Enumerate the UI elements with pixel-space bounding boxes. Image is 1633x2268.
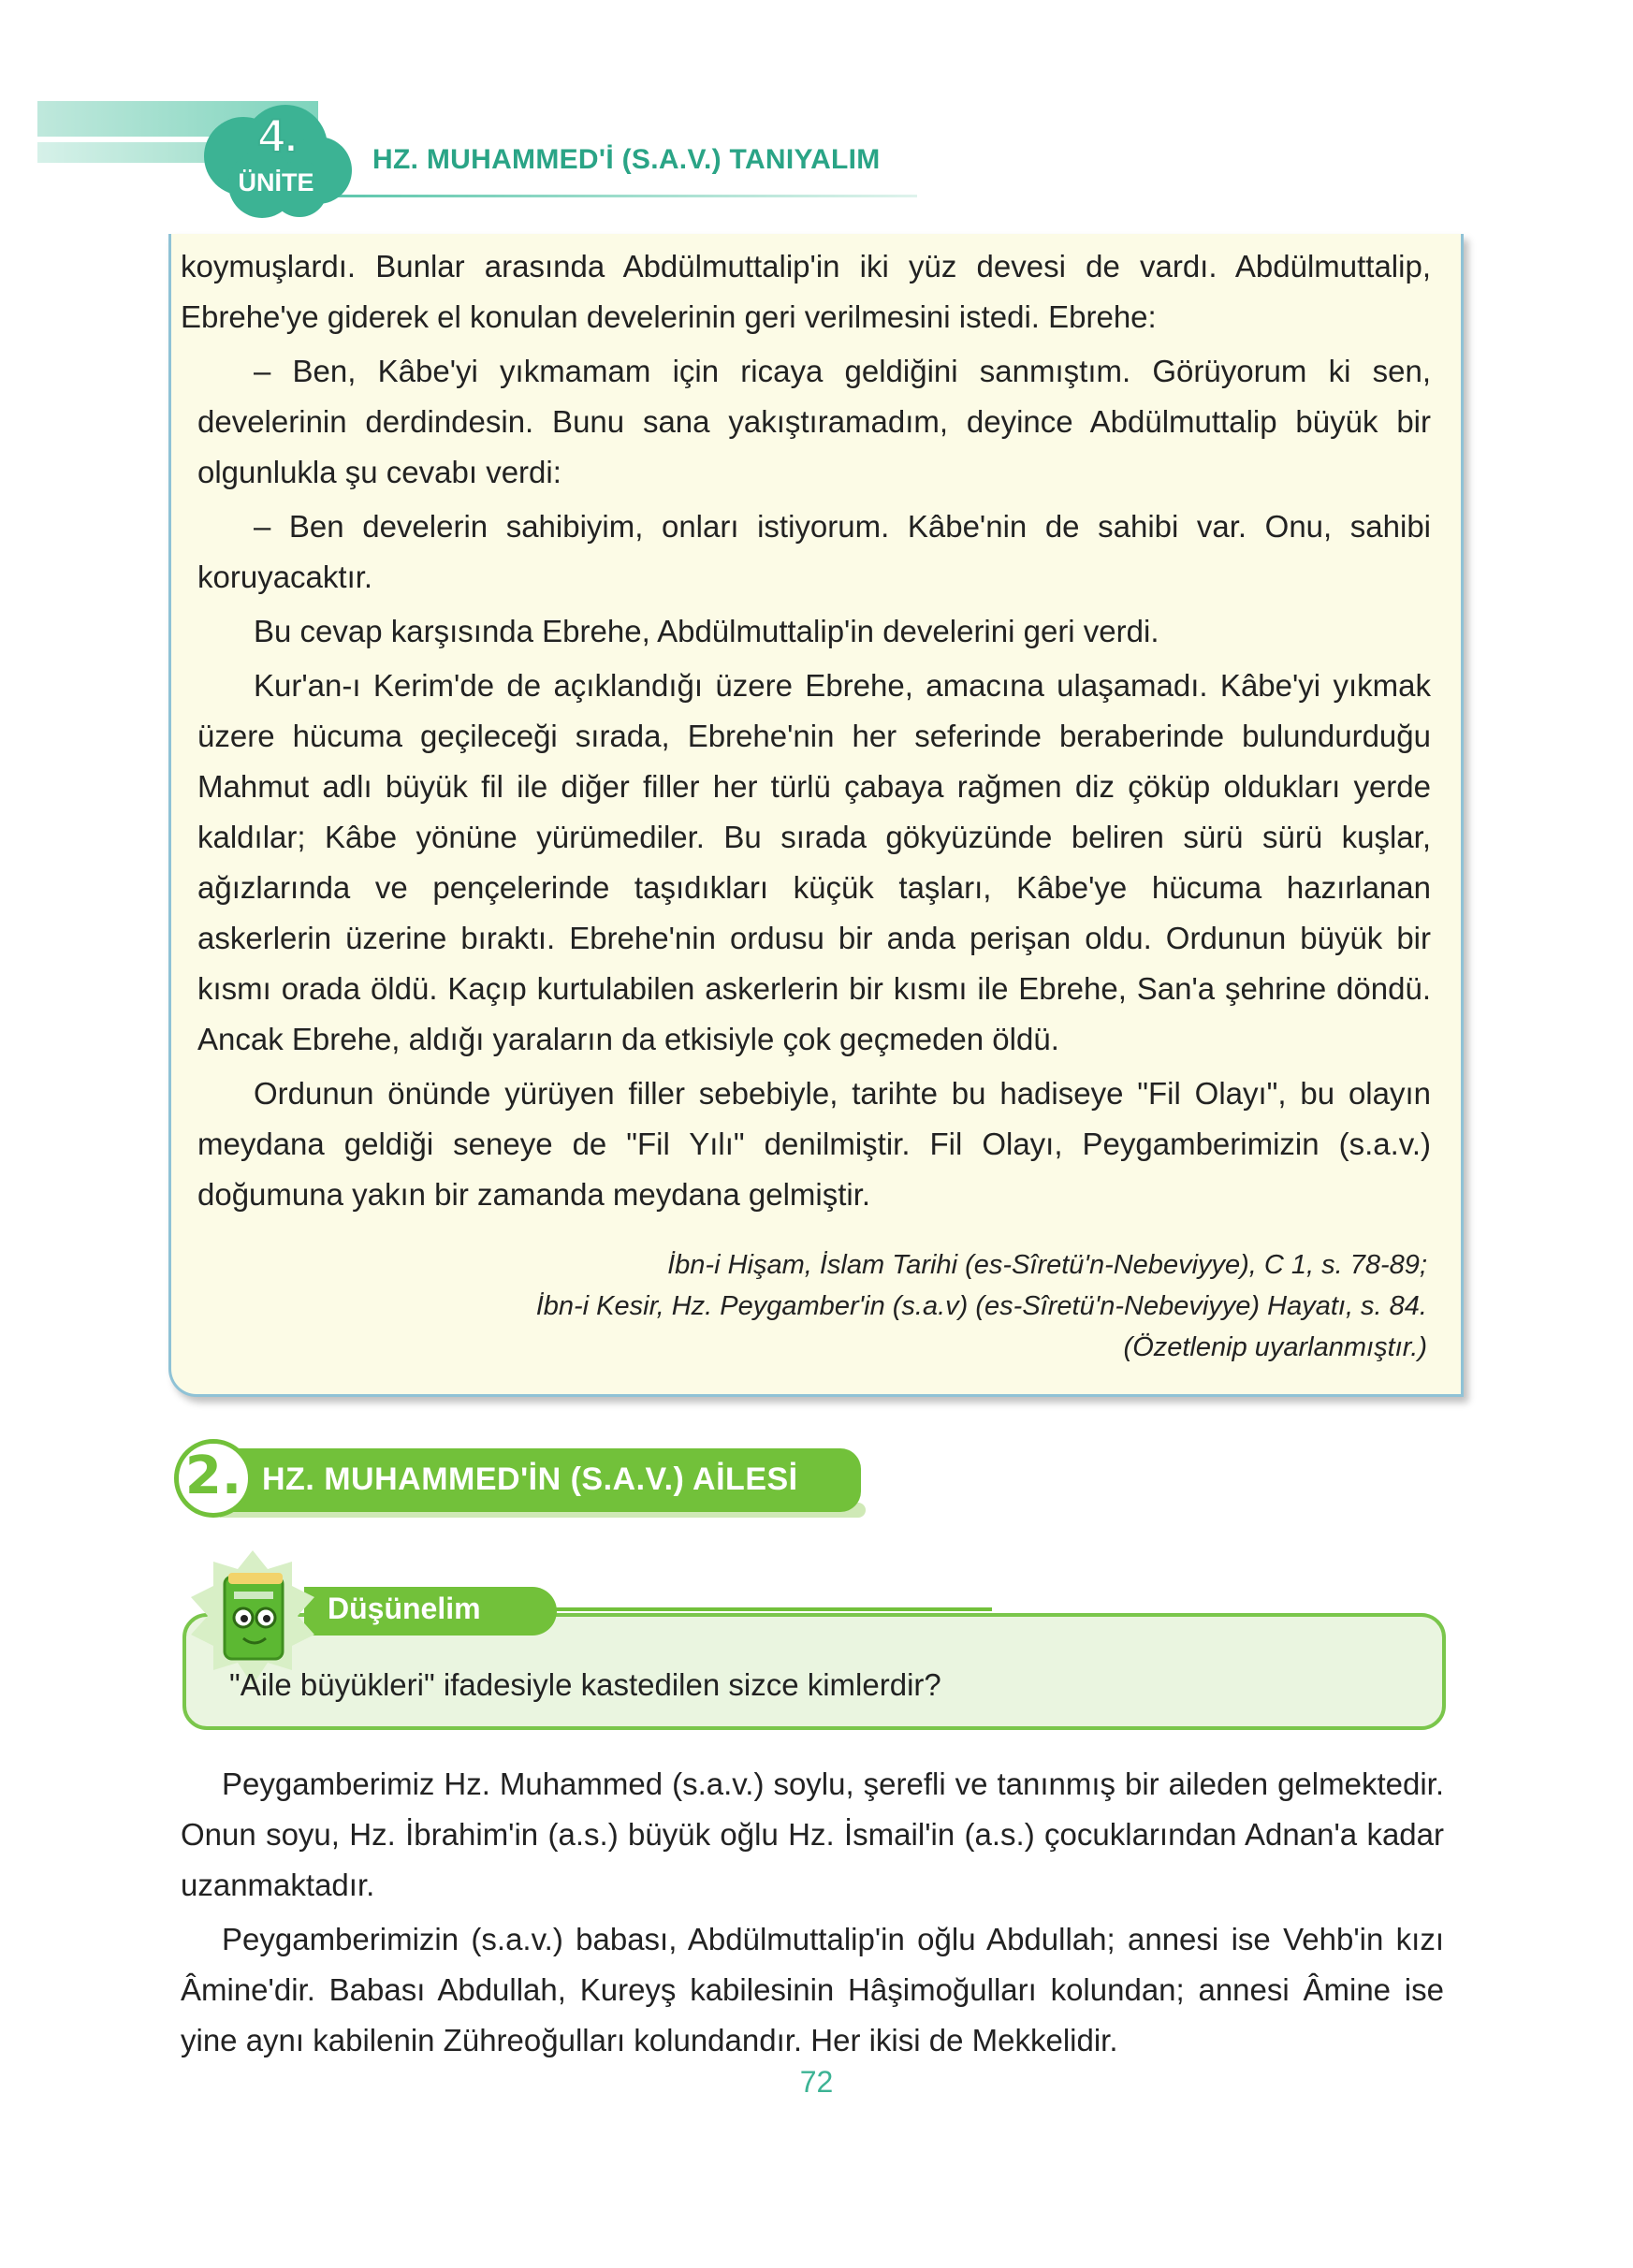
body-paragraph: Peygamberimizin (s.a.v.) babası, Abdülmuttalip'in oğlu Abdullah; annesi ise Vehb'in kızı Âmine'dir. Babası Abdullah, Kureyş kabilesinin Hâşimoğulları kolundan; annesi Âmine ise yine aynı kabilenin Zühreoğulları kolundandır. Her ikisi de Mekkelidir. [181,1922,1444,2057]
header-underline [318,195,917,197]
think-question: "Aile büyükleri" ifadesiyle kastedilen sizce kimlerdir? [229,1667,941,1702]
reading-paragraph: koymuşlardı. Bunlar arasında Abdülmuttalip'in iki yüz devesi de vardı. Abdülmuttalip, Ebrehe'ye giderek el konulan develerinin geri verilmesini istedi. Ebrehe: [181,249,1431,334]
source-line: İbn-i Kesir, Hz. Peygamber'in (s.a.v) (es-Sîretü'n-Nebeviyye) Hayatı, s. 84. [535,1291,1427,1321]
think-box-top-line [552,1607,992,1611]
unit-number: 4. [258,109,298,162]
page-number: 72 [799,2065,834,2099]
section-title: HZ. MUHAMMED'İN (S.A.V.) AİLESİ [262,1461,798,1497]
think-label: Düşünelim [328,1592,481,1625]
reading-text [181,241,1431,1224]
unit-label: ÜNİTE [238,168,314,196]
reading-paragraph: – Ben, Kâbe'yi yıkmamam için ricaya geldiğini sanmıştım. Görüyorum ki sen, develerinin derdindesin. Bunu sana yakıştıramadım, deyince Abdülmuttalip büyük bir olgunlukla şu cevabı verdi: [197,354,1431,489]
source-citation [398,1244,1427,1368]
source-line: İbn-i Hişam, İslam Tarihi (es-Sîretü'n-Nebeviyye), C 1, s. 78-89; [667,1250,1427,1280]
reading-paragraph: Bu cevap karşısında Ebrehe, Abdülmuttalip'in develerini geri verdi. [254,614,1159,648]
reading-paragraph: Ordunun önünde yürüyen filler sebebiyle, tarihte bu hadiseye "Fil Olayı", bu olayın meydana geldiği seneye de "Fil Yılı" denilmiştir. Fil Olayı, Peygamberimizin (s.a.v.) doğumuna yakın bir zamanda meydana gelmiştir. [197,1076,1431,1212]
body-paragraph: Peygamberimiz Hz. Muhammed (s.a.v.) soylu, şerefli ve tanınmış bir aileden gelmektedir. Onun soyu, Hz. İbrahim'in (a.s.) büyük oğlu Hz. İsmail'in (a.s.) çocuklarından Adnan'a kadar uzanmaktadır. [181,1766,1444,1902]
chapter-title: HZ. MUHAMMED'İ (S.A.V.) TANIYALIM [372,144,881,175]
body-text [181,1759,1444,2070]
reading-paragraph: Kur'an-ı Kerim'de de açıklandığı üzere Ebrehe, amacına ulaşamadı. Kâbe'yi yıkmak üzere hücuma geçileceği sırada, Ebrehe'nin her seferinde beraberinde bulundurduğu Mahmut adlı büyük fil ile diğer filler her türlü çabaya rağmen diz çöküp oldukları yerde kaldılar; Kâbe yönüne yürümediler. Bu sırada gökyüzünde beliren sürü sürü kuşlar, ağızlarında ve pençelerinde taşıdıkları küçük taşları, Kâbe'ye hücuma hazırlanan askerlerin üzerine bıraktı. Ebrehe'nin ordusu bir anda perişan oldu. Ordunun büyük bir kısmı orada öldü. Kaçıp kurtulabilen askerlerin bir kısmı ile Ebrehe, San'a şehrine döndü. Ancak Ebrehe, aldığı yaraların da etkisiyle çok geçmeden öldü. [197,668,1431,1056]
section-number: 2. [184,1446,242,1506]
source-line: (Özetlenip uyarlanmıştır.) [1123,1332,1427,1362]
reading-paragraph: – Ben develerin sahibiyim, onları istiyorum. Kâbe'nin de sahibi var. Onu, sahibi koruyacaktır. [197,509,1431,594]
